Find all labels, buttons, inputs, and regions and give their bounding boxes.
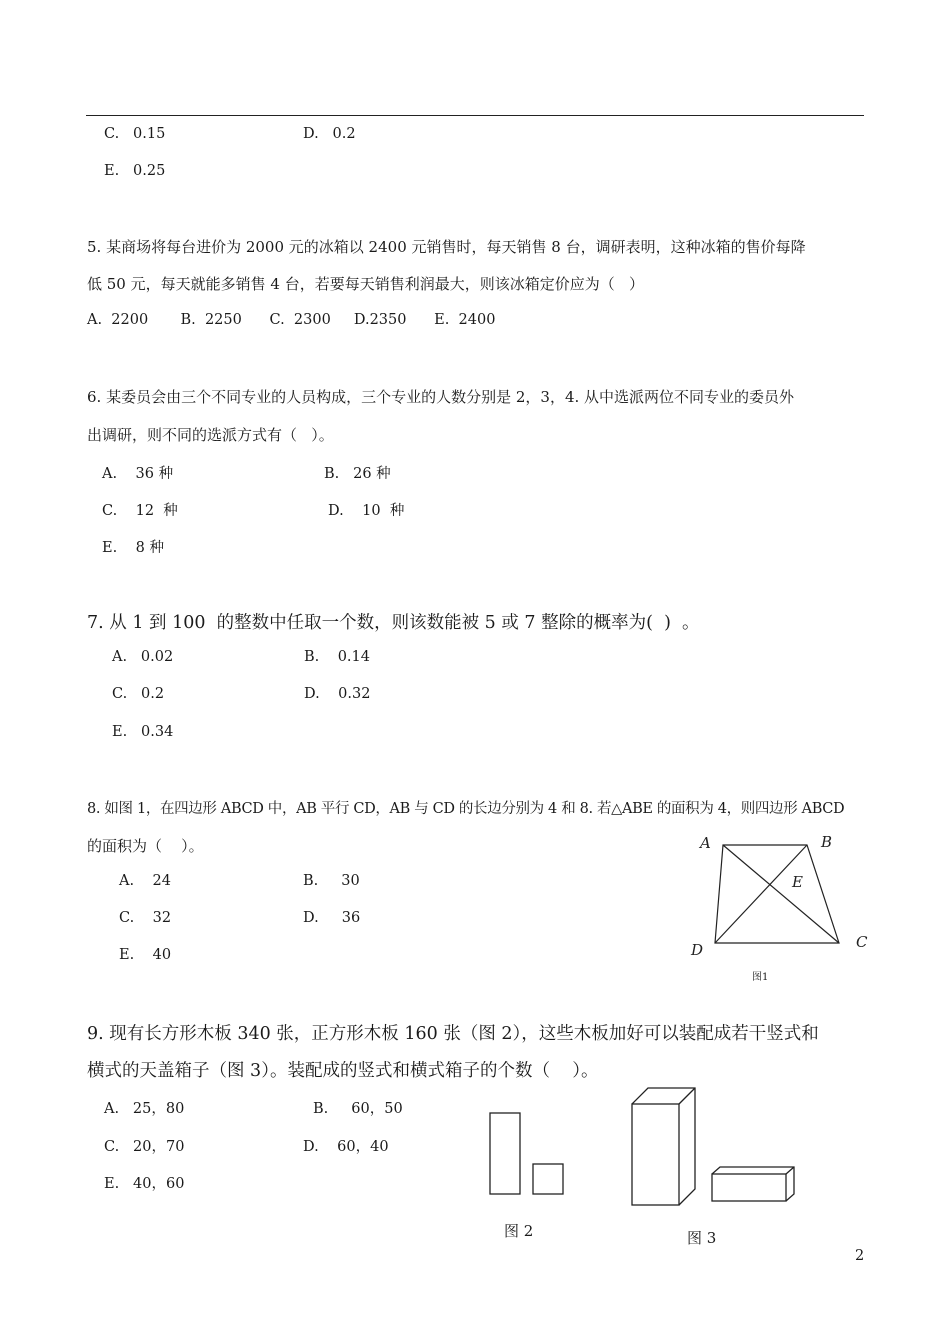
q9-option-a: A. 25，80 <box>104 1101 185 1117</box>
q6-stem-line1: 6. 某委员会由三个不同专业的人员构成，三个专业的人数分别是 2，3，4. 从中选派两位不同专业的委员外 <box>87 388 795 406</box>
q6-stem-line2: 出调研，则不同的选派方式有（ ）。 <box>87 426 334 444</box>
header-rule <box>86 115 864 116</box>
label-d: D <box>691 941 704 959</box>
q6-option-c: C. 12 种 <box>102 503 178 519</box>
q7-option-b: B. 0.14 <box>304 649 370 665</box>
q6-option-e: E. 8 种 <box>102 540 164 556</box>
label-c: C <box>856 933 868 951</box>
option-c: C. 0.15 <box>104 126 166 142</box>
diagonal-ac <box>723 845 839 943</box>
figure-3-boxes <box>628 1085 803 1210</box>
q8-option-c: C. 32 <box>119 910 172 926</box>
q5-stem-line1: 5. 某商场将每台进价为 2000 元的冰箱以 2400 元销售时，每天销售 8 台，调研表明，这种冰箱的售价每降 <box>87 238 806 256</box>
figure-2-boards <box>488 1110 568 1200</box>
label-a: A <box>700 834 711 852</box>
q9-option-e: E. 40，60 <box>104 1176 185 1192</box>
q8-stem-line2: 的面积为（ ）。 <box>87 837 204 855</box>
q9-option-d: D. 60，40 <box>303 1139 389 1155</box>
q6-option-d: D. 10 种 <box>328 503 405 519</box>
diagonal-bd <box>715 845 807 943</box>
q9-stem-line2: 横式的天盖箱子（图 3）。装配成的竖式和横式箱子的个数（ ）。 <box>87 1061 599 1081</box>
q6-option-a: A. 36 种 <box>102 466 174 482</box>
rectangle-board <box>490 1113 520 1194</box>
vertical-box <box>632 1088 695 1205</box>
q8-option-a: A. 24 <box>119 873 171 889</box>
q7-option-e: E. 0.34 <box>112 724 174 740</box>
q7-option-a: A. 0.02 <box>112 649 174 665</box>
square-board <box>533 1164 563 1194</box>
figure-1-caption: 图1 <box>752 972 769 983</box>
q7-stem: 7. 从 1 到 100 的整数中任取一个数，则该数能被 5 或 7 整除的概率为( ) 。 <box>87 613 700 633</box>
figure-1-trapezoid <box>686 830 876 985</box>
q9-option-c: C. 20，70 <box>104 1139 185 1155</box>
q7-option-c: C. 0.2 <box>112 686 165 702</box>
q8-option-b: B. 30 <box>303 873 360 889</box>
figure-3-caption: 图 3 <box>687 1229 717 1247</box>
q8-stem-line1: 8. 如图 1，在四边形 ABCD 中，AB 平行 CD，AB 与 CD 的长边分别为 4 和 8. 若△ABE 的面积为 4，则四边形 ABCD <box>87 801 845 817</box>
q5-options: A. 2200 B. 2250 C. 2300 D.2350 E. 2400 <box>87 312 496 328</box>
option-e: E. 0.25 <box>104 163 166 179</box>
page-number: 2 <box>855 1248 865 1264</box>
q5-stem-line2: 低 50 元，每天就能多销售 4 台，若要每天销售利润最大，则该冰箱定价应为（ ） <box>87 275 645 293</box>
q7-option-d: D. 0.32 <box>304 686 371 702</box>
trapezoid-outline <box>715 845 839 943</box>
horizontal-box <box>712 1167 794 1201</box>
label-b: B <box>821 833 833 851</box>
q8-option-d: D. 36 <box>303 910 361 926</box>
label-e: E <box>792 873 803 891</box>
q6-option-b: B. 26 种 <box>324 466 391 482</box>
figure-2-caption: 图 2 <box>504 1222 534 1240</box>
q9-option-b: B. 60，50 <box>313 1101 403 1117</box>
option-d: D. 0.2 <box>303 126 356 142</box>
q9-stem-line1: 9. 现有长方形木板 340 张，正方形木板 160 张（图 2），这些木板加好可以装配成若干竖式和 <box>87 1024 819 1044</box>
q8-option-e: E. 40 <box>119 947 172 963</box>
